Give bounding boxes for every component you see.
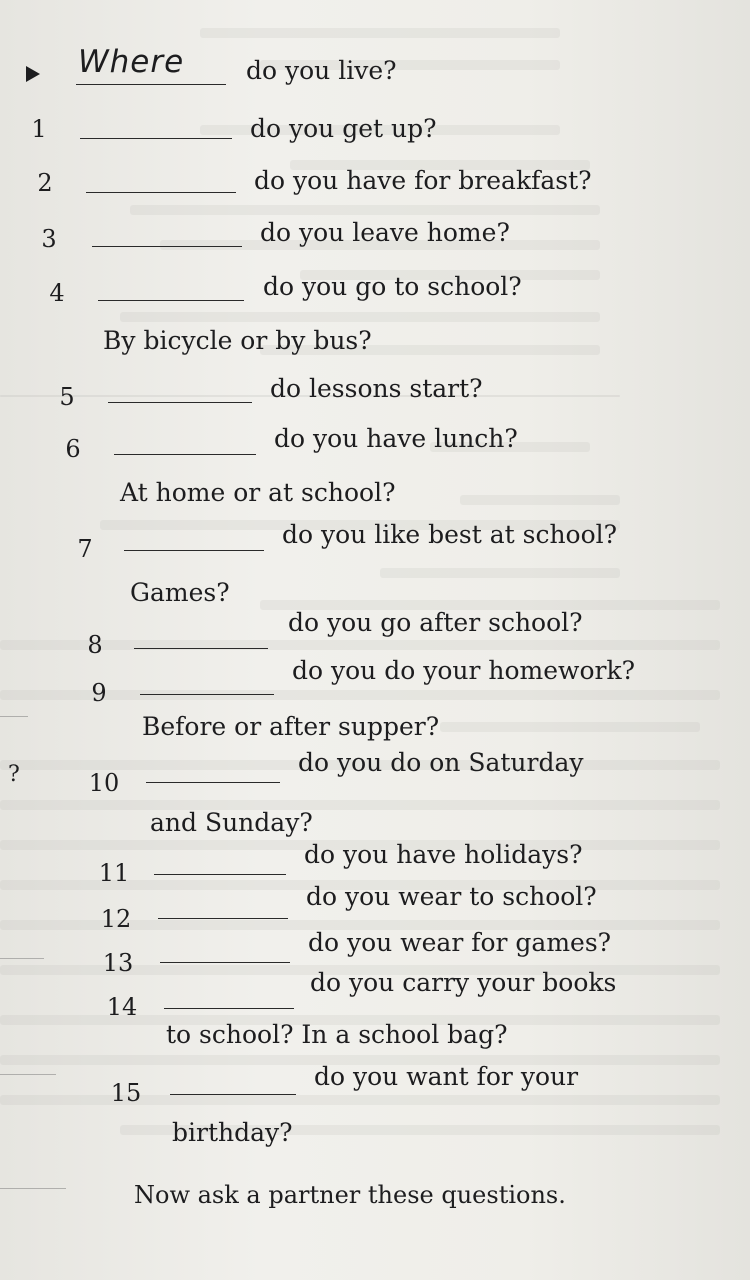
question-extra: to school? In a school bag?	[166, 1020, 508, 1049]
question-number: 7	[77, 535, 93, 563]
answer-blank[interactable]	[158, 918, 288, 919]
question-extra: Before or after supper?	[142, 712, 440, 741]
answer-blank[interactable]	[114, 454, 256, 455]
question-number: 1	[31, 115, 47, 143]
margin-rule	[0, 1188, 66, 1189]
margin-rule	[0, 716, 28, 717]
answer-blank[interactable]	[164, 1008, 294, 1009]
question-extra: At home or at school?	[120, 478, 396, 507]
question-extra: Games?	[130, 578, 230, 607]
answer-blank[interactable]	[160, 962, 290, 963]
answer-blank[interactable]	[86, 192, 236, 193]
question-number: 11	[98, 859, 130, 887]
answer-blank[interactable]	[170, 1094, 296, 1095]
question-number: 8	[87, 631, 103, 659]
question-text: do you go after school?	[288, 608, 583, 637]
answer-blank[interactable]	[124, 550, 264, 551]
question-text: do you leave home?	[260, 218, 510, 247]
margin-rule	[0, 1074, 56, 1075]
answer-blank[interactable]	[146, 782, 280, 783]
question-number: 6	[65, 435, 81, 463]
question-text: do lessons start?	[270, 374, 483, 403]
question-text: do you do on Saturday	[298, 748, 584, 777]
question-text: do you do your homework?	[292, 656, 636, 685]
question-text: do you wear for games?	[308, 928, 612, 957]
question-text: do you go to school?	[263, 272, 522, 301]
question-text: do you get up?	[250, 114, 437, 143]
question-text: do you want for your	[314, 1062, 579, 1091]
question-extra: By bicycle or by bus?	[103, 326, 372, 355]
question-number: 3	[41, 225, 57, 253]
answer-blank[interactable]	[98, 300, 244, 301]
answer-blank[interactable]	[134, 648, 268, 649]
example-arrow-icon	[26, 66, 40, 82]
answer-blank[interactable]	[80, 138, 232, 139]
answer-blank[interactable]	[108, 402, 252, 403]
question-number: 12	[100, 905, 132, 933]
question-extra: and Sunday?	[150, 808, 313, 837]
question-text: do you have for breakfast?	[254, 166, 592, 195]
instruction-text: Now ask a partner these questions.	[134, 1181, 566, 1209]
question-number: 14	[106, 993, 138, 1021]
question-number: 15	[110, 1079, 142, 1107]
answer-blank[interactable]	[92, 246, 242, 247]
question-number: 5	[59, 383, 75, 411]
example-text: do you live?	[246, 56, 397, 85]
question-text: do you have lunch?	[274, 424, 518, 453]
margin-rule	[0, 958, 44, 959]
example-answer: Where	[78, 44, 185, 80]
question-text: do you like best at school?	[282, 520, 618, 549]
question-text: do you carry your books	[310, 968, 617, 997]
answer-blank[interactable]	[140, 694, 274, 695]
answer-blank[interactable]	[154, 874, 286, 875]
question-number: 4	[49, 279, 65, 307]
question-number: 13	[102, 949, 134, 977]
question-number: 2	[37, 169, 53, 197]
question-text: do you wear to school?	[306, 882, 597, 911]
margin-question-mark: ?	[8, 762, 20, 787]
question-number: 9	[91, 679, 107, 707]
question-text: do you have holidays?	[304, 840, 583, 869]
question-extra: birthday?	[172, 1118, 293, 1147]
question-number: 10	[88, 769, 120, 797]
example-blank	[76, 84, 226, 85]
